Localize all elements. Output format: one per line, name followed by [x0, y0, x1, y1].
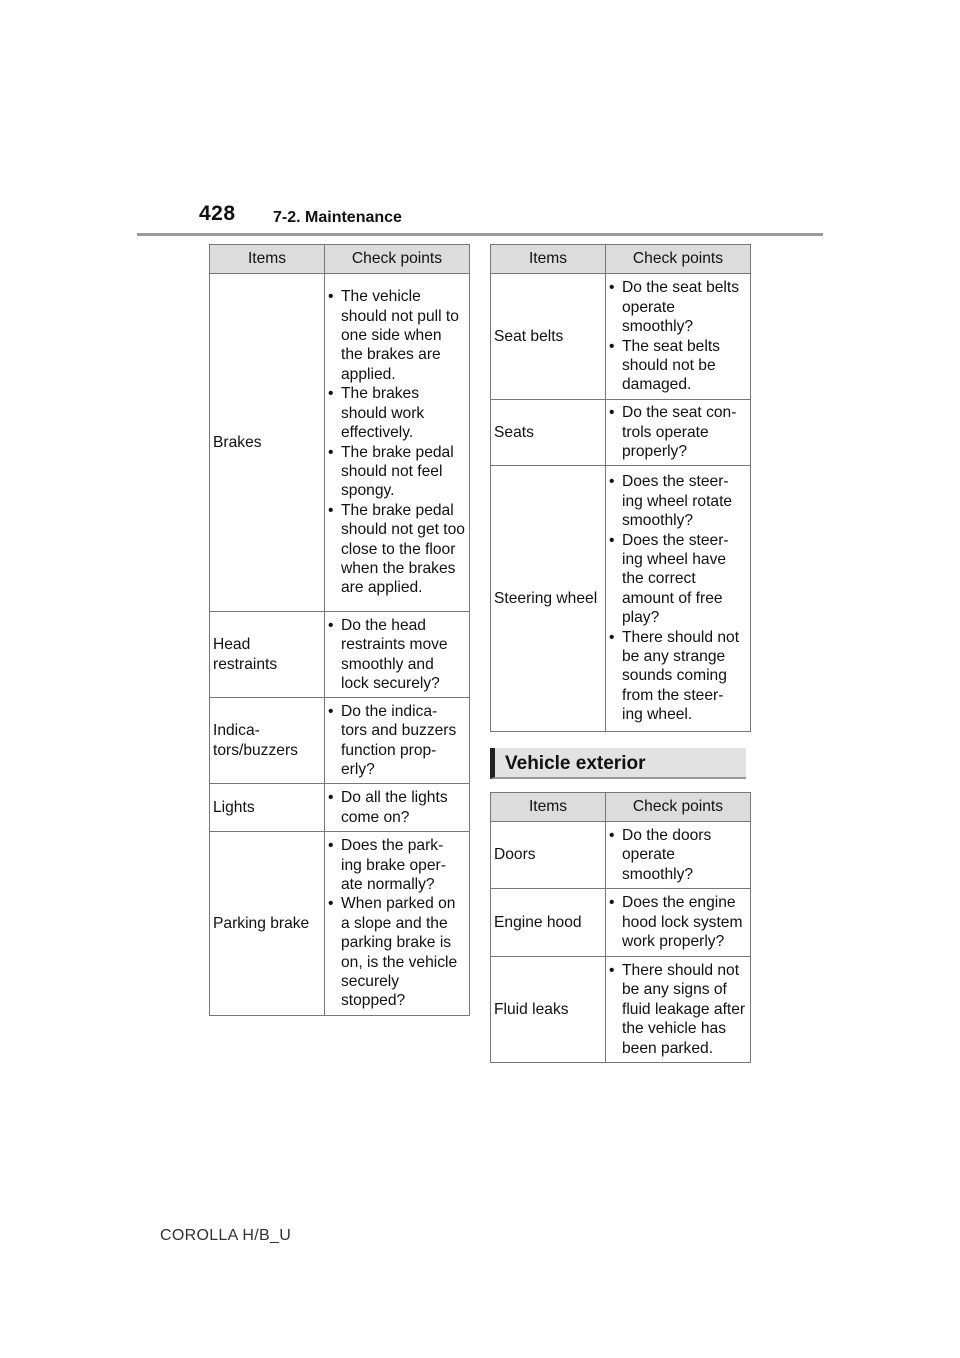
check-point: • Do the indica- tors and buzzers function prop- erly? — [341, 702, 465, 780]
column-header-items: Items — [210, 245, 325, 274]
check-point: • There should not be any signs of fluid leakage after the vehicle has been parked. — [622, 961, 746, 1058]
footer-model-code: COROLLA H/B_U — [160, 1227, 292, 1244]
check-points-cell — [606, 400, 751, 466]
left-checklist-table — [209, 244, 470, 1016]
table-row — [491, 466, 751, 732]
column-header-check-points: Check points — [606, 793, 751, 822]
table-row — [491, 957, 751, 1063]
check-point: • There should not be any strange sounds coming from the steer- ing wheel. — [622, 628, 746, 725]
check-point: • The seat belts should not be damaged. — [622, 337, 746, 395]
check-points-cell — [325, 832, 470, 1016]
table-row — [210, 274, 470, 612]
check-points-cell — [606, 822, 751, 889]
check-point: • Does the engine hood lock system work properly? — [622, 893, 746, 951]
item-cell: Lights — [210, 784, 325, 832]
item-cell: Seat belts — [491, 274, 606, 400]
check-point: • The brake pedal should not feel spongy. — [341, 443, 465, 501]
check-points-cell — [325, 784, 470, 832]
table-row — [210, 698, 470, 784]
check-point: • Does the steer- ing wheel rotate smoothly? — [622, 472, 746, 530]
check-point: • The vehicle should not pull to one side when the brakes are applied. — [341, 287, 465, 384]
check-points-cell — [606, 466, 751, 732]
check-points-cell — [325, 698, 470, 784]
page-number: 428 — [199, 202, 236, 225]
right-checklist-table — [490, 244, 751, 732]
vehicle-exterior-heading: Vehicle exterior — [490, 748, 746, 779]
check-point: • The brakes should work effectively. — [341, 384, 465, 442]
item-cell: Doors — [491, 822, 606, 889]
check-point: • Do the seat con- trols operate properly? — [622, 403, 746, 461]
check-points-cell — [606, 274, 751, 400]
check-points-cell — [606, 957, 751, 1063]
item-cell: Engine hood — [491, 889, 606, 957]
item-cell: Indica- tors/buzzers — [210, 698, 325, 784]
item-cell: Steering wheel — [491, 466, 606, 732]
check-point: • Do the seat belts operate smoothly? — [622, 278, 746, 336]
column-header-check-points: Check points — [325, 245, 470, 274]
check-points-cell — [325, 612, 470, 698]
check-point: • Does the park- ing brake oper- ate normally? — [341, 836, 465, 894]
check-point: • Do all the lights come on? — [341, 788, 465, 827]
section-title: 7-2. Maintenance — [273, 209, 402, 226]
item-cell: Head restraints — [210, 612, 325, 698]
check-points-cell — [606, 889, 751, 957]
table-row — [491, 274, 751, 400]
check-point: • Do the doors operate smoothly? — [622, 826, 746, 884]
check-points-cell — [325, 274, 470, 612]
item-cell: Seats — [491, 400, 606, 466]
table-row — [491, 400, 751, 466]
item-cell: Parking brake — [210, 832, 325, 1016]
item-cell: Brakes — [210, 274, 325, 612]
table-row — [491, 889, 751, 957]
check-point: • Do the head restraints move smoothly and lock securely? — [341, 616, 465, 694]
column-header-check-points: Check points — [606, 245, 751, 274]
check-point: • Does the steer- ing wheel have the correct amount of free play? — [622, 531, 746, 628]
table-row — [210, 612, 470, 698]
exterior-checklist-table — [490, 792, 751, 1063]
column-header-items: Items — [491, 793, 606, 822]
check-point: • When parked on a slope and the parking brake is on, is the vehicle securely stopped? — [341, 894, 465, 1010]
table-row — [210, 832, 470, 1016]
table-row — [210, 784, 470, 832]
table-row — [491, 822, 751, 889]
check-point: • The brake pedal should not get too close to the floor when the brakes are applied. — [341, 501, 465, 598]
column-header-items: Items — [491, 245, 606, 274]
header-divider — [137, 233, 823, 236]
item-cell: Fluid leaks — [491, 957, 606, 1063]
